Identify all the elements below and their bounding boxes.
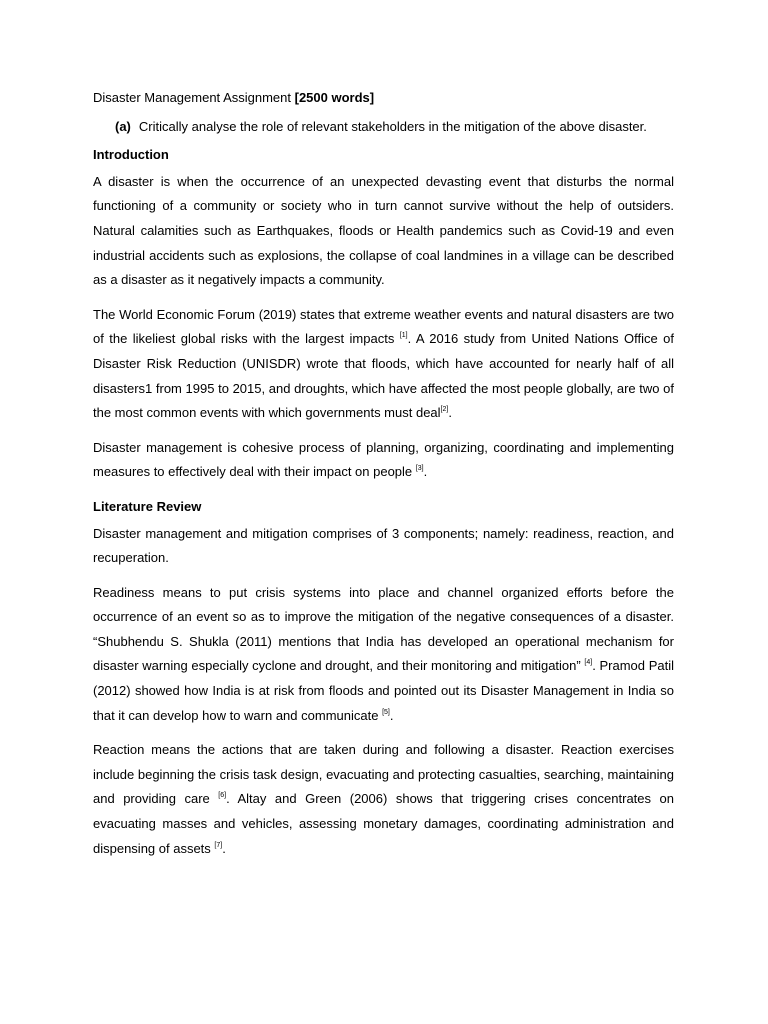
- assignment-question: [115, 115, 674, 140]
- title-text: Disaster Management Assignment: [93, 90, 295, 105]
- citation-3: [3]: [415, 465, 424, 473]
- intro-p2-text-c: .: [448, 405, 452, 421]
- intro-p3-text-a: Disaster management is cohesive process of planning, organizing, coordinating and implementing measures to effectively deal with their impact on people: [93, 439, 674, 480]
- intro-p2-text-b: . A 2016 study from United Nations Office of Disaster Risk Reduction (UNISDR) wrote that floods, which have accounted for nearly half of all disasters1 from 1995 to 2015, and droughts, which have affected the most people globally, are two of the most common events with which governments must deal: [93, 331, 674, 421]
- document-title: [93, 86, 674, 111]
- lit-p2-text-c: .: [389, 707, 394, 723]
- literature-review-heading: Literature Review: [93, 498, 202, 514]
- lit-p3-text-c: .: [222, 840, 226, 856]
- lit-p3-text-b: . Altay and Green (2006) shows that triggering crises concentrates on evacuating masses and vehicles, assessing monetary damages, coordinating administration and dispensing of assets: [93, 791, 674, 856]
- introduction-paragraph-1: A disaster is when the occurrence of an unexpected devasting event that disturbs the normal functioning of a community or society who in turn cannot survive without the help of outsiders. Natural calamities such as Earthquakes, floods or Health pandemics such as Covid-19 and even industrial accidents such as explosions, the collapse of coal landmines in a village can be described as a disaster as it negatively impacts a community.: [93, 173, 674, 288]
- citation-6: [6]: [218, 792, 227, 800]
- intro-p2-text-a: The World Economic Forum (2019) states that extreme weather events and natural disasters are two of the likeliest global risks with the largest impacts: [93, 306, 674, 347]
- title-word-count: [2500 words]: [294, 90, 375, 105]
- literature-paragraph-3: [93, 738, 674, 861]
- introduction-paragraph-3: [93, 436, 674, 485]
- question-text: Critically analyse the role of relevant stakeholders in the mitigation of the above disaster.: [138, 118, 647, 134]
- citation-5: [5]: [382, 708, 390, 716]
- literature-paragraph-2: [93, 581, 674, 729]
- intro-p3-text-b: .: [423, 464, 428, 480]
- citation-7: [7]: [214, 841, 223, 849]
- citation-4: [4]: [584, 659, 593, 667]
- introduction-paragraph-2: [93, 303, 674, 426]
- question-marker: (a): [115, 118, 131, 134]
- lit-p2-text-b: . Pramod Patil (2012) showed how India is at risk from floods and pointed out its Disaster Management in India so that it can develop how to warn and communicate: [93, 658, 674, 723]
- lit-p2-text-a: Readiness means to put crisis systems into place and channel organized efforts before the occurrence of an event so as to improve the mitigation of the negative consequences of a disaster. “Shubhendu S. Shukla (2011) mentions that India has developed an operational mechanism for disaster warning especially cyclone and drought, and their monitoring and mitigation”: [93, 584, 674, 674]
- citation-2: [2]: [440, 406, 449, 414]
- introduction-heading: Introduction: [93, 147, 169, 163]
- lit-p3-text-a: Reaction means the actions that are taken during and following a disaster. Reaction exercises include beginning the crisis task design, evacuating and protecting casualties, searching, maintaining and providing care: [93, 742, 674, 807]
- citation-1: [1]: [399, 332, 408, 340]
- literature-paragraph-1: Disaster management and mitigation comprises of 3 components; namely: readiness, reaction, and recuperation.: [93, 525, 674, 566]
